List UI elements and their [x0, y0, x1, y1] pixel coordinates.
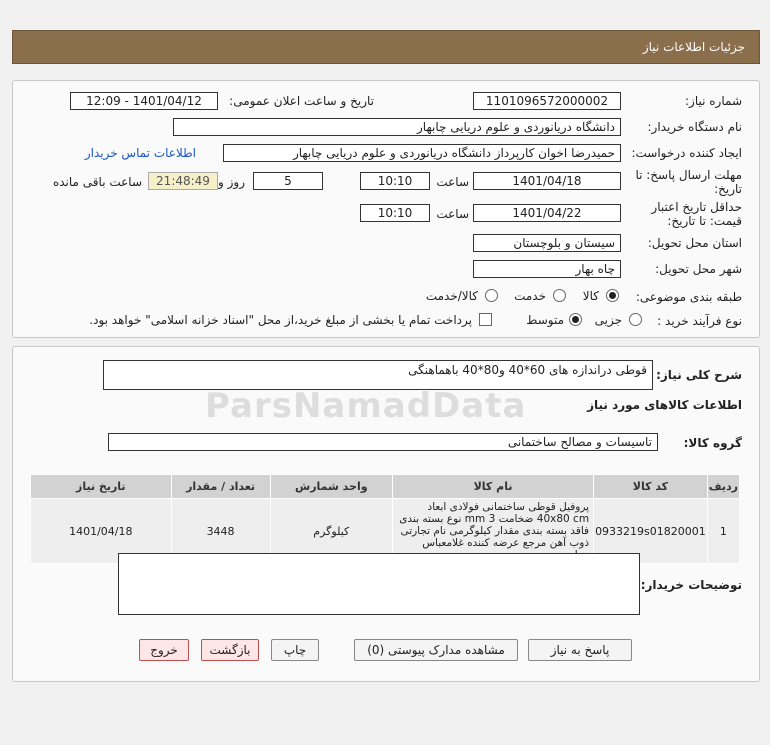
contact-info-link[interactable]: اطلاعات تماس خریدار: [84, 146, 196, 160]
row-number: 1: [707, 499, 739, 564]
deadline-time-label: ساعت: [436, 175, 469, 189]
print-button[interactable]: چاپ: [271, 639, 319, 661]
category-radio-goods-service[interactable]: [485, 289, 498, 302]
process-radio-medium[interactable]: [569, 313, 582, 326]
back-button[interactable]: بازگشت: [201, 639, 259, 661]
province-field: سیستان و بلوچستان: [473, 234, 621, 252]
validity-time-label: ساعت: [436, 207, 469, 221]
column-header: نام کالا: [393, 475, 594, 499]
item-name: پروفیل قوطی ساختمانی فولادی ابعاد 40x80 cm ضخامت 3 mm نوع بسته بندی فاقد بسته بندی مقدار کیلوگرمی نام تجارتی ذوب آهن مرجع عرضه کننده غلامعباس: [393, 499, 594, 564]
creator-label: ایجاد کننده درخواست:: [631, 146, 742, 160]
buyer-org-label: نام دستگاه خریدار:: [647, 120, 742, 134]
category-label: طبقه بندی موضوعی:: [635, 290, 742, 304]
buyer-notes-field: [118, 553, 640, 615]
goods-group-field: تاسیسات و مصالح ساختمانی: [108, 433, 658, 451]
column-header: تاریخ نیاز: [31, 475, 172, 499]
column-header: تعداد / مقدار: [171, 475, 270, 499]
item-need-date: 1401/04/18: [31, 499, 172, 564]
exit-button[interactable]: خروج: [139, 639, 189, 661]
category-radio-service[interactable]: [553, 289, 566, 302]
validity-label-2: قیمت: تا تاریخ:: [667, 214, 742, 228]
column-header: کد کالا: [594, 475, 708, 499]
need-number-label: شماره نیاز:: [685, 94, 742, 108]
payment-note: پرداخت تمام یا بخشی از مبلغ خرید،از محل "اسناد خزانه اسلامی" خواهد بود.: [89, 313, 472, 327]
category-option-goods-service: کالا/خدمت: [425, 289, 478, 303]
summary-label: شرح کلی نیاز:: [656, 368, 742, 382]
goods-group-label: گروه کالا:: [683, 436, 742, 450]
deadline-label: مهلت ارسال پاسخ: تا: [635, 168, 742, 182]
goods-section-title: اطلاعات کالاهای مورد نیاز: [587, 398, 742, 412]
watermark-logo: ParsNamadData: [205, 386, 527, 426]
announce-field: 1401/04/12 - 12:09: [70, 92, 218, 110]
category-option-service: خدمت: [514, 289, 546, 303]
creator-field: حمیدرضا اخوان کارپرداز دانشگاه دریانوردی و علوم دریایی چابهار: [223, 144, 621, 162]
deadline-label-2: تاریخ:: [714, 182, 742, 196]
reply-button[interactable]: پاسخ به نیاز: [528, 639, 632, 661]
remaining-time-field: 21:48:49: [148, 172, 218, 190]
column-header: واحد شمارش: [270, 475, 392, 499]
process-radio-minor[interactable]: [629, 313, 642, 326]
category-option-goods: کالا: [582, 289, 599, 303]
remaining-label: ساعت باقی مانده: [52, 175, 142, 189]
province-label: استان محل تحویل:: [647, 236, 742, 250]
process-label: نوع فرآیند خرید :: [657, 314, 742, 328]
city-field: چاه بهار: [473, 260, 621, 278]
announce-label: تاریخ و ساعت اعلان عمومی:: [229, 94, 374, 108]
deadline-date-field: 1401/04/18: [473, 172, 621, 190]
days-field: 5: [253, 172, 323, 190]
validity-time-field: 10:10: [360, 204, 430, 222]
goods-table-header: [31, 475, 740, 499]
page-header: [12, 30, 760, 64]
page-title: جزئیات اطلاعات نیاز: [642, 40, 745, 54]
item-quantity: 3448: [171, 499, 270, 564]
days-label: روز و: [218, 175, 245, 189]
category-radio-goods[interactable]: [606, 289, 619, 302]
process-option-medium: متوسط: [526, 313, 564, 327]
need-number-field: 1101096572000002: [473, 92, 621, 110]
deadline-time-field: 10:10: [360, 172, 430, 190]
summary-field: قوطی دراندازه های 60*40 و80*40 باهماهنگی: [103, 360, 653, 390]
treasury-payment-checkbox[interactable]: [479, 313, 492, 326]
item-unit: کیلوگرم: [270, 499, 392, 564]
item-code: 0933219s01820001: [594, 499, 708, 564]
view-attachments-button[interactable]: مشاهده مدارک پیوستی (0): [354, 639, 518, 661]
column-header: ردیف: [707, 475, 739, 499]
validity-date-field: 1401/04/22: [473, 204, 621, 222]
validity-label: حداقل تاریخ اعتبار: [651, 200, 742, 214]
process-option-minor: جزیی: [594, 313, 622, 327]
goods-table: [30, 474, 740, 564]
city-label: شهر محل تحویل:: [655, 262, 742, 276]
buyer-notes-label: توضیحات خریدار:: [640, 578, 742, 592]
buyer-org-field: دانشگاه دریانوردی و علوم دریایی چابهار: [173, 118, 621, 136]
